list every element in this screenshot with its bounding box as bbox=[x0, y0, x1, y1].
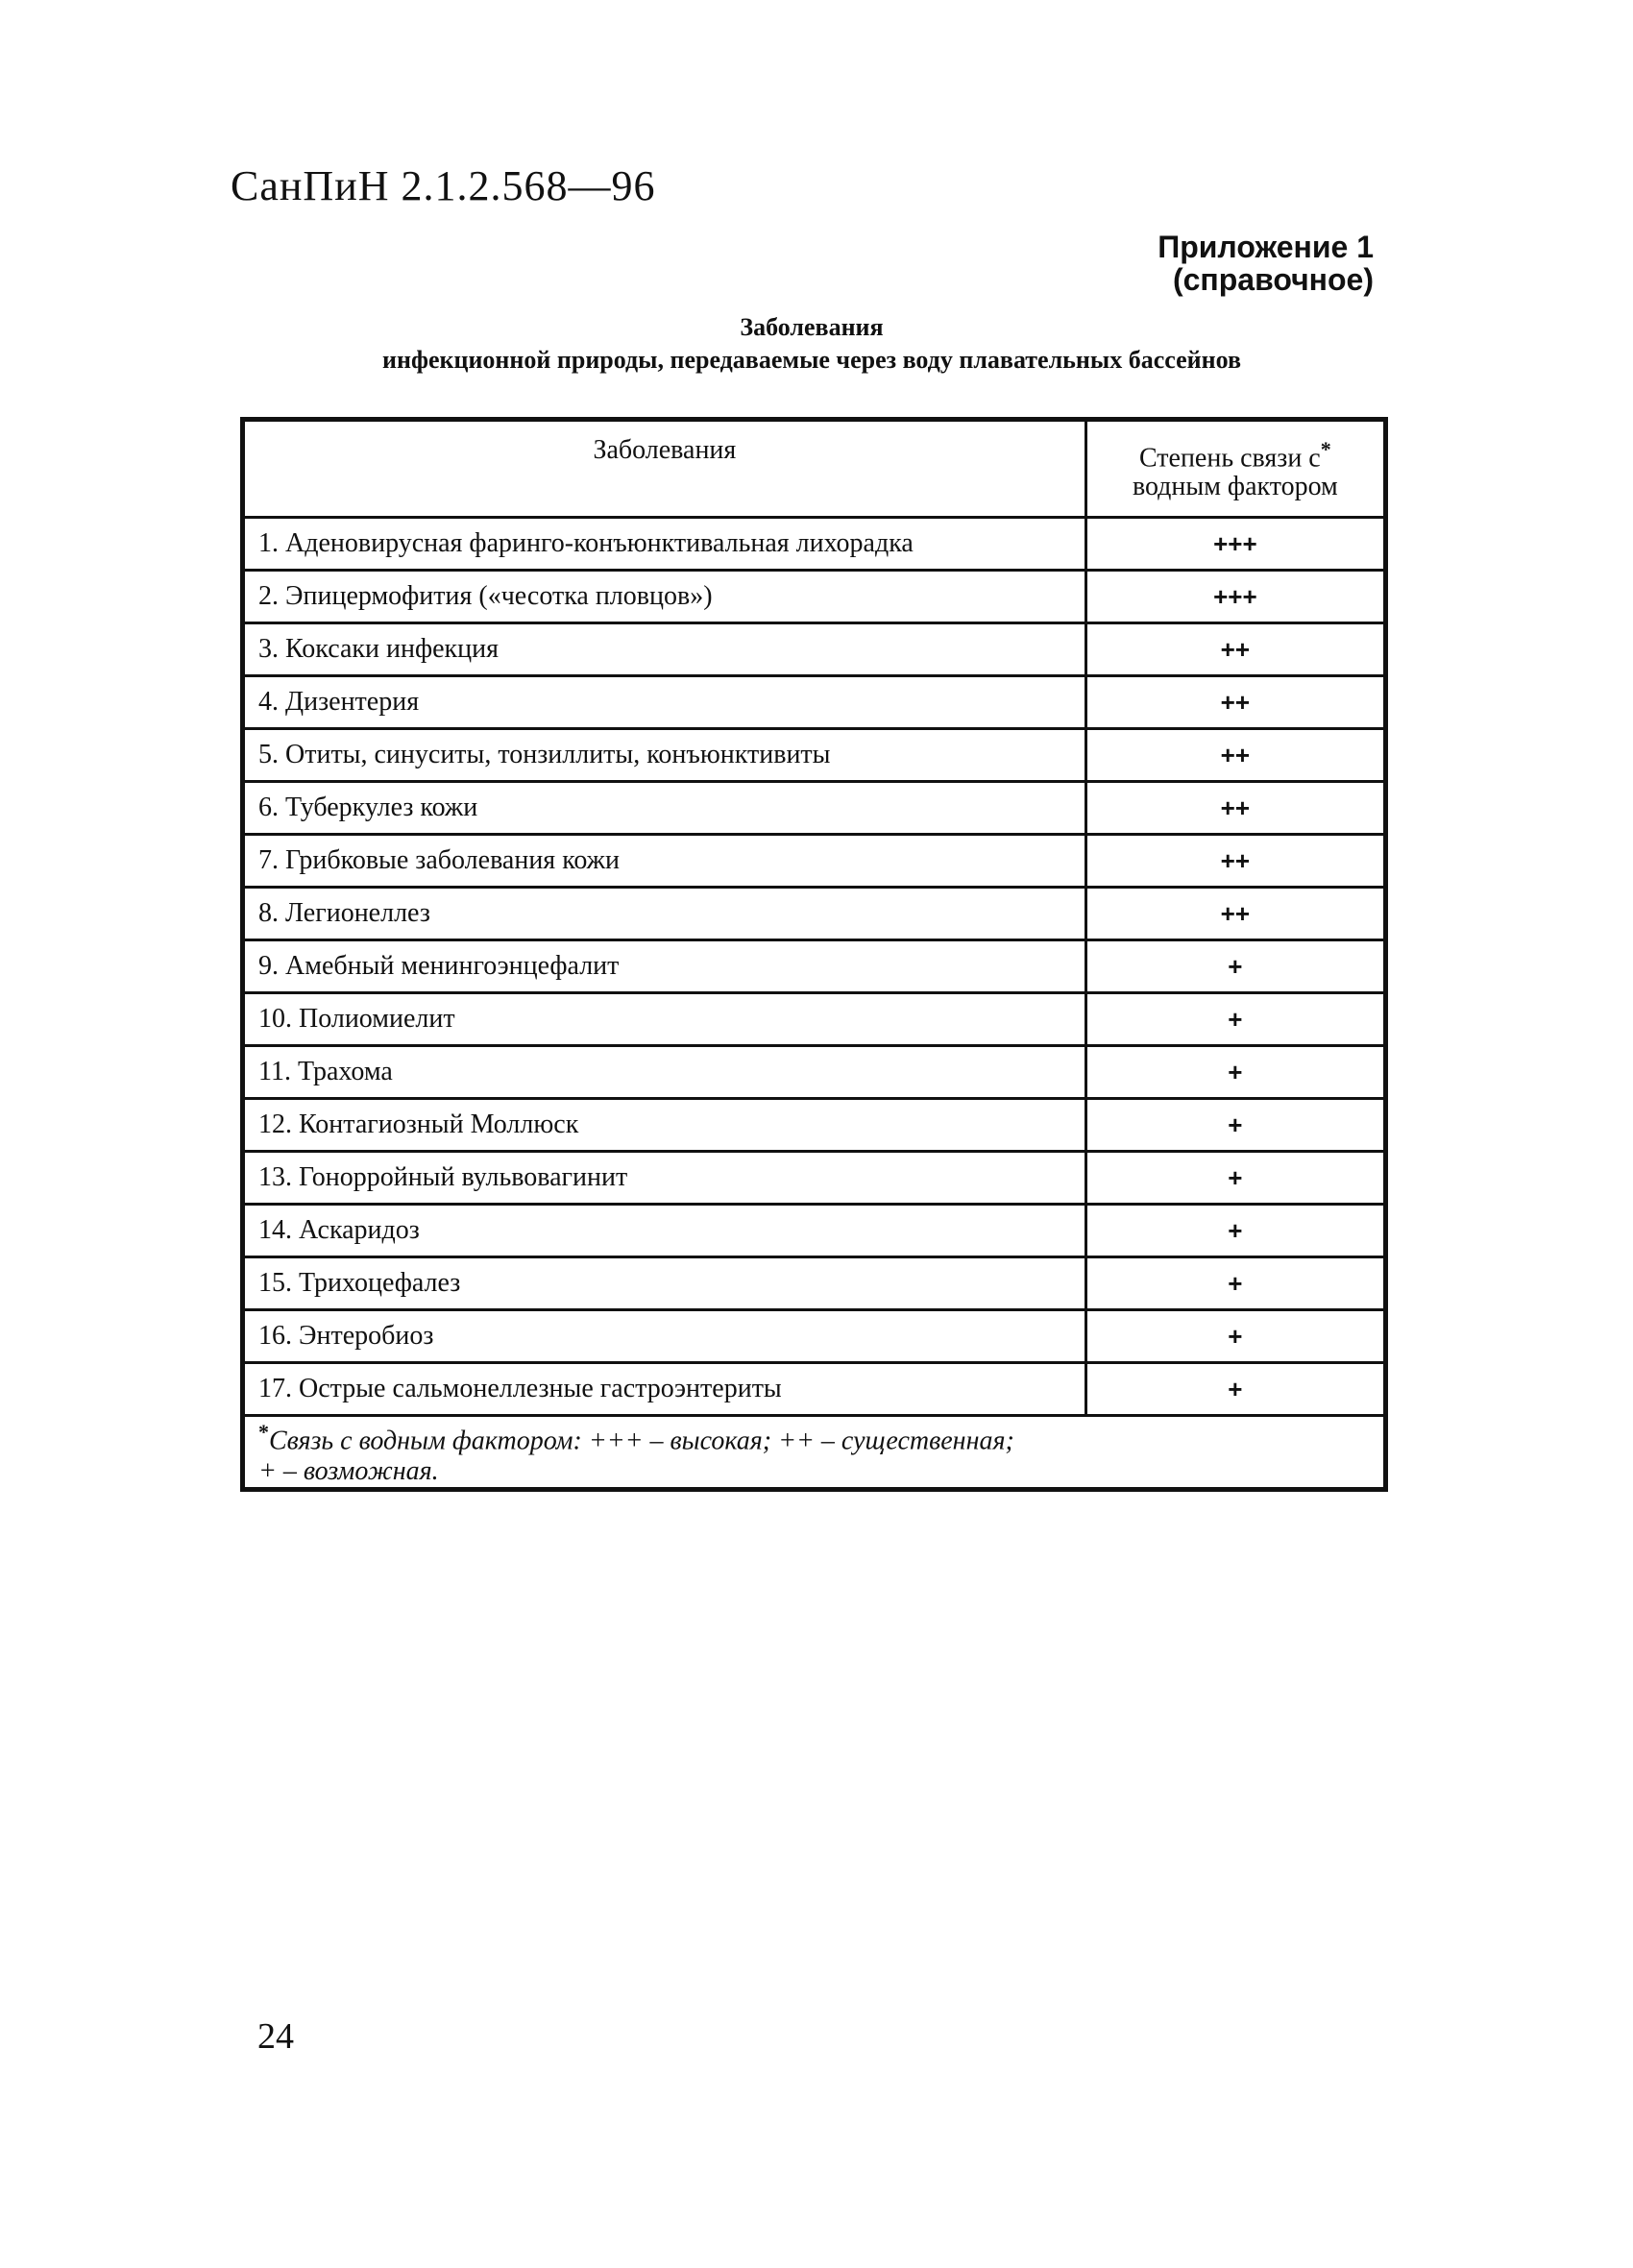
link-degree: ++ bbox=[1085, 623, 1385, 676]
table-row bbox=[243, 782, 1386, 835]
table-row bbox=[243, 940, 1386, 993]
appendix-number: Приложение 1 bbox=[1158, 230, 1374, 264]
document-code: СанПиН 2.1.2.568—96 bbox=[231, 162, 656, 209]
disease-name: 3. Коксаки инфекция bbox=[243, 623, 1086, 676]
disease-name: 14. Аскаридоз bbox=[243, 1205, 1086, 1257]
disease-name: 16. Энтеробиоз bbox=[243, 1310, 1086, 1363]
table-row bbox=[243, 1152, 1386, 1205]
table-row bbox=[243, 518, 1386, 571]
link-degree: + bbox=[1085, 940, 1385, 993]
table-caption-title: Заболевания bbox=[740, 313, 884, 341]
disease-name: 6. Туберкулез кожи bbox=[243, 782, 1086, 835]
disease-name: 1. Аденовирусная фаринго-конъюнктивальная лихорадка bbox=[243, 518, 1086, 571]
table-row bbox=[243, 1099, 1386, 1152]
table-row bbox=[243, 676, 1386, 729]
table-row bbox=[243, 623, 1386, 676]
disease-name: 15. Трихоцефалез bbox=[243, 1257, 1086, 1310]
column-header-degree-line1: Степень связи с bbox=[1138, 443, 1321, 474]
link-degree: + bbox=[1085, 1152, 1385, 1205]
table-row bbox=[243, 1205, 1386, 1257]
link-degree: ++ bbox=[1085, 888, 1385, 940]
footnote-line1: Связь с водным фактором: +++ – высокая; ++ – существенная; bbox=[269, 1426, 1014, 1456]
table-row bbox=[243, 1257, 1386, 1310]
table-header-row bbox=[243, 420, 1386, 518]
link-degree: + bbox=[1085, 1205, 1385, 1257]
link-degree: ++ bbox=[1085, 729, 1385, 782]
table-row bbox=[243, 888, 1386, 940]
table-caption-subtitle: инфекционной природы, передаваемые через воду плавательных бассейнов bbox=[382, 346, 1241, 374]
table-row bbox=[243, 729, 1386, 782]
disease-name: 11. Трахома bbox=[243, 1046, 1086, 1099]
link-degree: + bbox=[1085, 1363, 1385, 1416]
table-row bbox=[243, 1310, 1386, 1363]
disease-name: 8. Легионеллез bbox=[243, 888, 1086, 940]
disease-name: 4. Дизентерия bbox=[243, 676, 1086, 729]
footnote-marker: * bbox=[1320, 437, 1331, 461]
table-body bbox=[243, 518, 1386, 1416]
link-degree: +++ bbox=[1085, 571, 1385, 623]
table-row bbox=[243, 1046, 1386, 1099]
disease-name: 13. Гонорройный вульвовагинит bbox=[243, 1152, 1086, 1205]
appendix-label bbox=[1158, 231, 1374, 296]
appendix-type: (справочное) bbox=[1172, 262, 1374, 297]
disease-name: 5. Отиты, синуситы, тонзиллиты, конъюнктивиты bbox=[243, 729, 1086, 782]
link-degree: ++ bbox=[1085, 835, 1385, 888]
table-row bbox=[243, 1363, 1386, 1416]
disease-name: 10. Полиомиелит bbox=[243, 993, 1086, 1046]
diseases-table bbox=[240, 417, 1388, 1492]
disease-name: 17. Острые сальмонеллезные гастроэнтериты bbox=[243, 1363, 1086, 1416]
footnote-mark: * bbox=[258, 1420, 269, 1444]
link-degree: + bbox=[1085, 1310, 1385, 1363]
disease-name: 9. Амебный менингоэнцефалит bbox=[243, 940, 1086, 993]
footnote-cell bbox=[243, 1416, 1386, 1490]
table-row bbox=[243, 571, 1386, 623]
table-row bbox=[243, 993, 1386, 1046]
disease-name: 7. Грибковые заболевания кожи bbox=[243, 835, 1086, 888]
column-header-degree-line2: водным фактором bbox=[1132, 472, 1338, 502]
page-number: 24 bbox=[257, 2016, 294, 2057]
link-degree: ++ bbox=[1085, 676, 1385, 729]
link-degree: + bbox=[1085, 1099, 1385, 1152]
link-degree: +++ bbox=[1085, 518, 1385, 571]
footnote-row bbox=[243, 1416, 1386, 1490]
column-header-degree bbox=[1085, 420, 1385, 518]
table-row bbox=[243, 835, 1386, 888]
disease-name: 12. Контагиозный Моллюск bbox=[243, 1099, 1086, 1152]
link-degree: + bbox=[1085, 1257, 1385, 1310]
column-header-disease: Заболевания bbox=[243, 420, 1086, 518]
link-degree: ++ bbox=[1085, 782, 1385, 835]
footnote-line2: + – возможная. bbox=[258, 1456, 439, 1487]
disease-name: 2. Эпицермофития («чесотка пловцов») bbox=[243, 571, 1086, 623]
link-degree: + bbox=[1085, 1046, 1385, 1099]
link-degree: + bbox=[1085, 993, 1385, 1046]
